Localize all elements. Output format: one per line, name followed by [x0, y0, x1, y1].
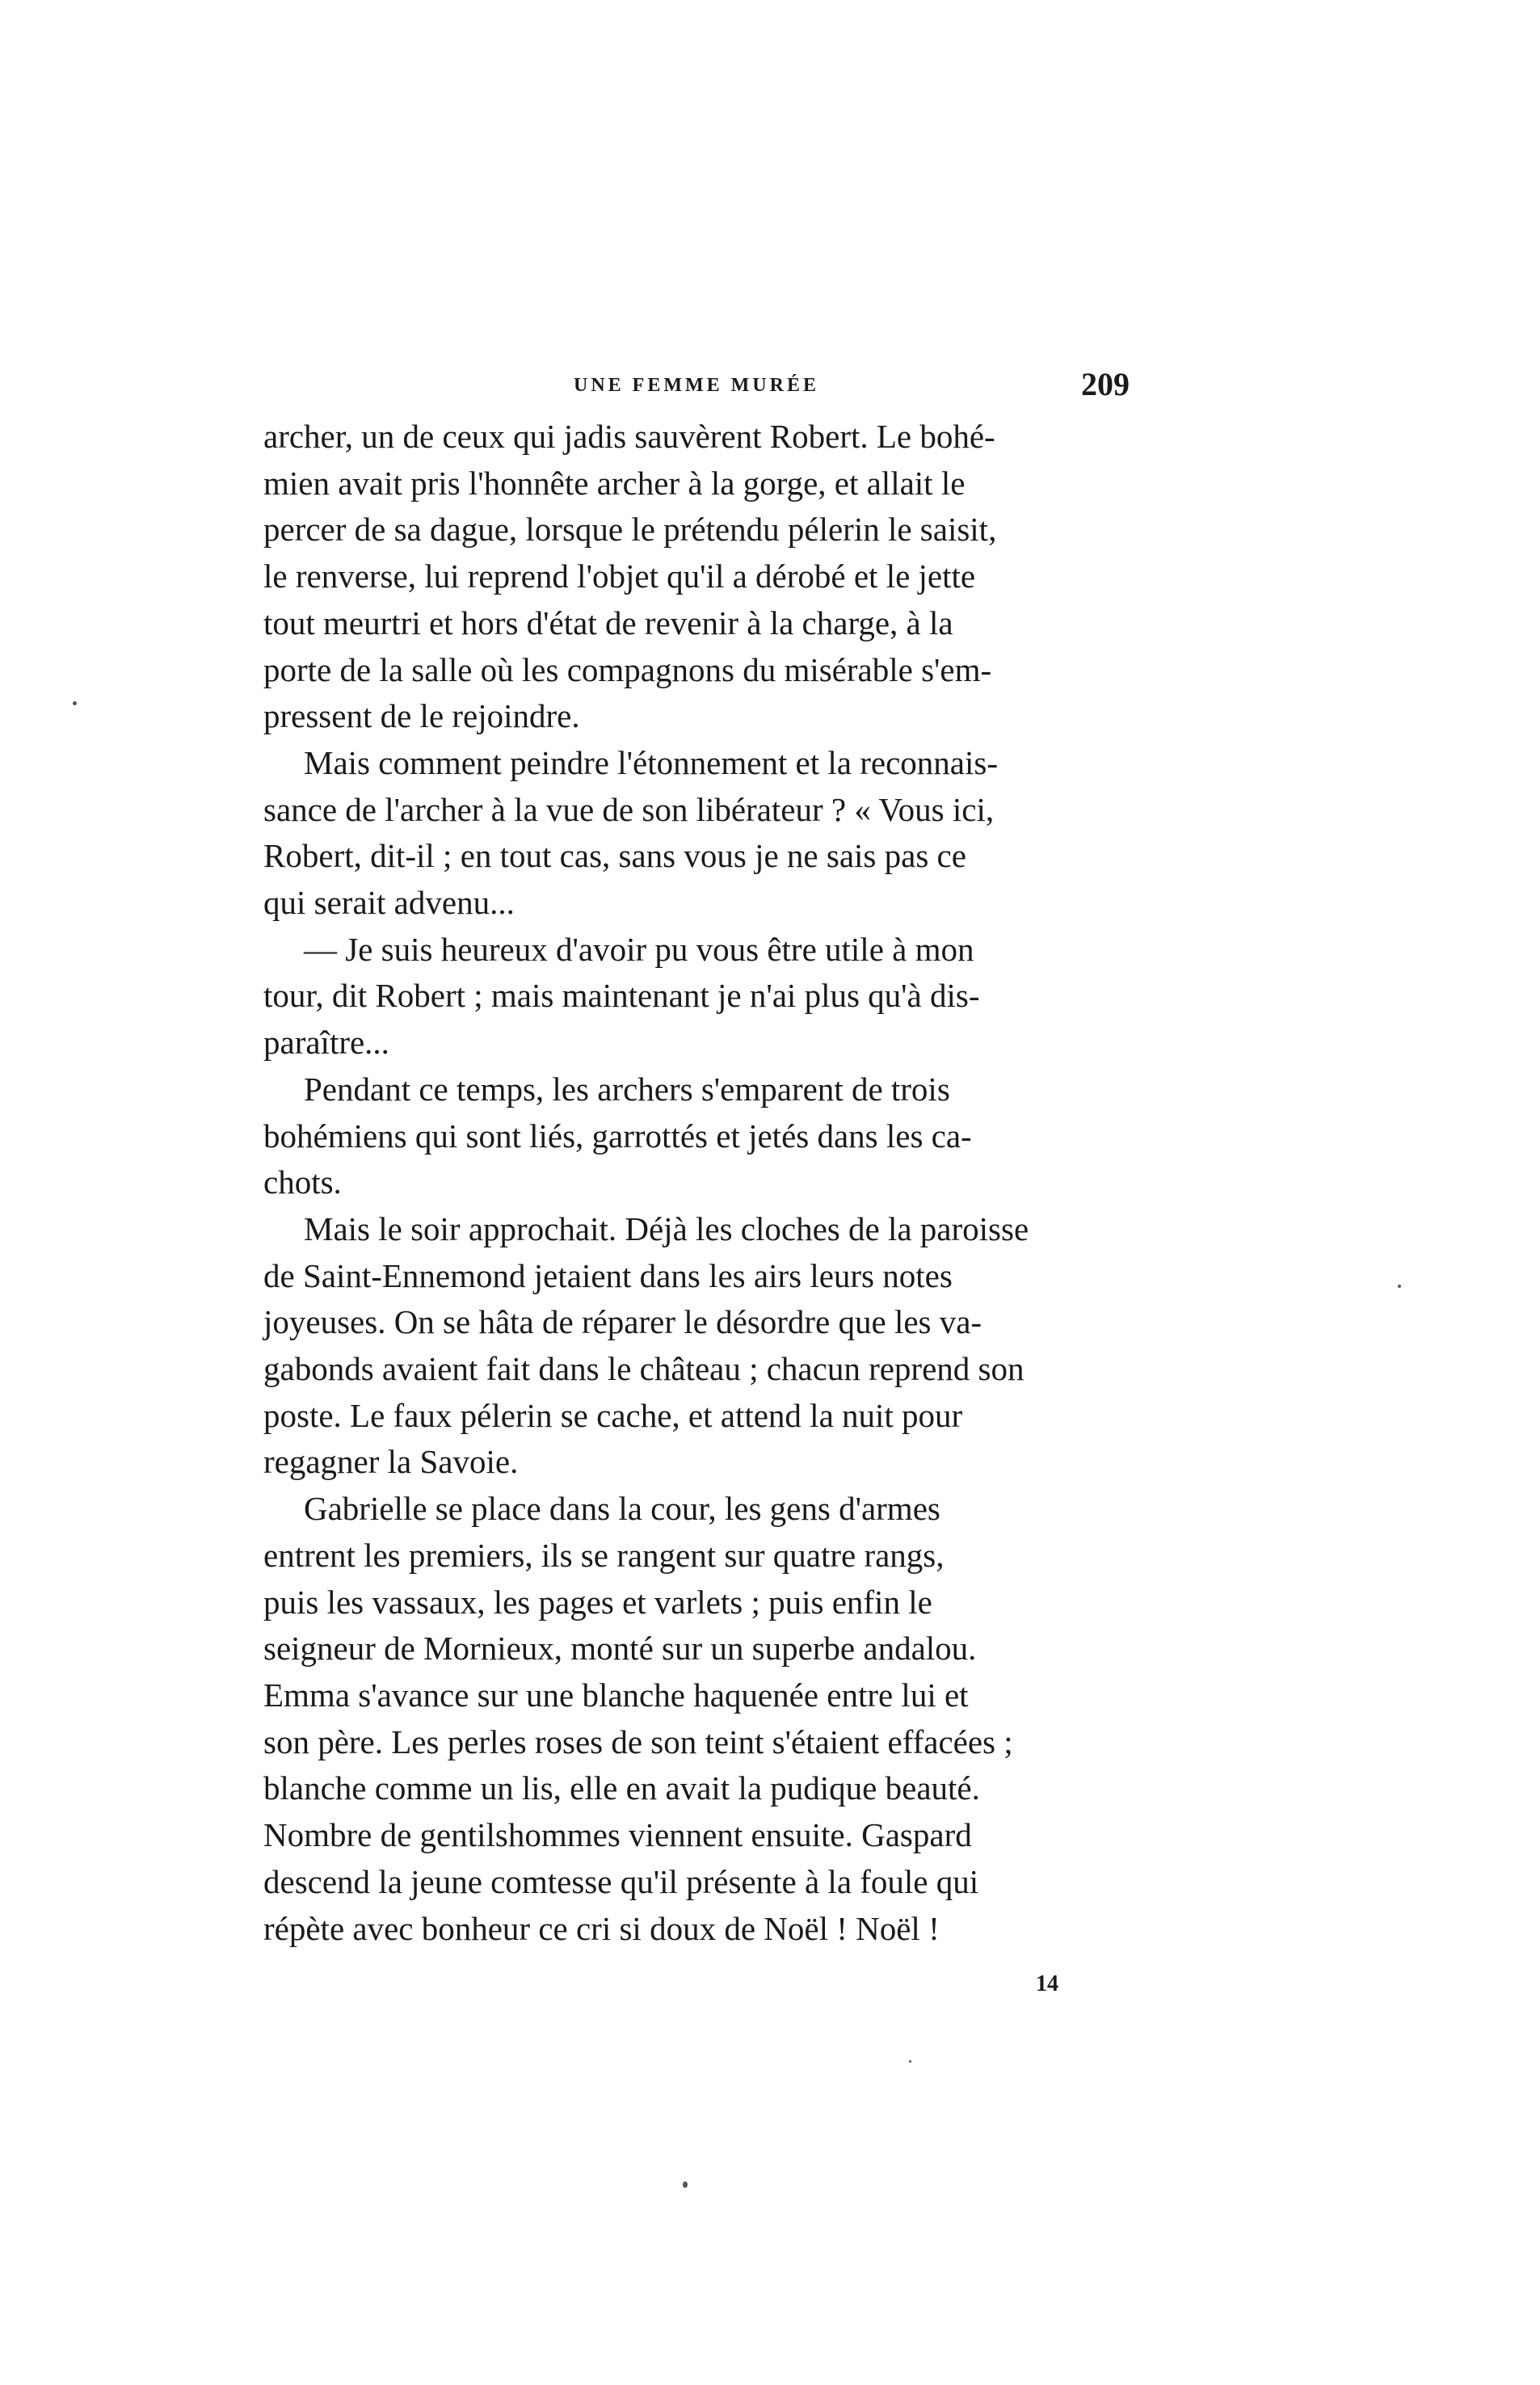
page-number: 209	[1081, 366, 1130, 402]
paragraph-6: Gabrielle se place dans la cour, les gens d'armes entrent les premiers, ils se rangent sur quatre rangs, puis les vassaux, les pages et varlets ; puis enfin le seigneur de Mornieux, monté sur un superbe andalou. Emma s'avance sur une blanche haquenée entre lui et son père. Les perles roses de son teint s'étaient effacées ; blanche comme un lis, elle en avait la pudique beauté. Nombre de gentilshommes viennent ensuite. Gaspard descend la jeune comtesse qu'il présente à la foule qui répète avec bonheur ce cri si doux de Noël ! Noël !	[263, 1490, 1013, 1947]
scan-speck	[73, 701, 77, 705]
paragraph-4: Pendant ce temps, les archers s'emparent de trois bohémiens qui sont liés, garrottés et jetés dans les ca- chots.	[263, 1070, 972, 1201]
paragraph-1: archer, un de ceux qui jadis sauvèrent Robert. Le bohé- mien avait pris l'honnête archer à la gorge, et allait le percer de sa dague, lorsque le prétendu pélerin le saisit, le renverse, lui reprend l'objet qu'il a dérobé et le jette tout meurtri et hors d'état de revenir à la charge, à la porte de la salle où les compagnons du misérable s'em- pressent de le rejoindre.	[263, 418, 997, 735]
body-text	[263, 414, 1130, 1952]
running-title: UNE FEMME MURÉE	[574, 375, 819, 396]
scan-speck	[1398, 1285, 1401, 1288]
paragraph-5: Mais le soir approchait. Déjà les cloches de la paroisse de Saint-Ennemond jetaient dans les airs leurs notes joyeuses. On se hâta de réparer le désordre que les va- gabonds avaient fait dans le château ; chacun reprend son poste. Le faux pélerin se cache, et attend la nuit pour regagner la Savoie.	[263, 1209, 1029, 1481]
scan-speck	[683, 2181, 688, 2188]
scan-speck	[909, 2060, 911, 2063]
signature-mark: 14	[1036, 1971, 1058, 1996]
running-head	[263, 365, 1130, 414]
paragraph-2: Mais comment peindre l'étonnement et la reconnais- sance de l'archer à la vue de son libérateur ? « Vous ici, Robert, dit-il ; en tout cas, sans vous je ne sais pas ce qui serait advenu...	[263, 743, 998, 922]
paragraph-3: — Je suis heureux d'avoir pu vous être utile à mon tour, dit Robert ; mais maintenant je n'ai plus qu'à dis- paraître...	[263, 930, 980, 1062]
